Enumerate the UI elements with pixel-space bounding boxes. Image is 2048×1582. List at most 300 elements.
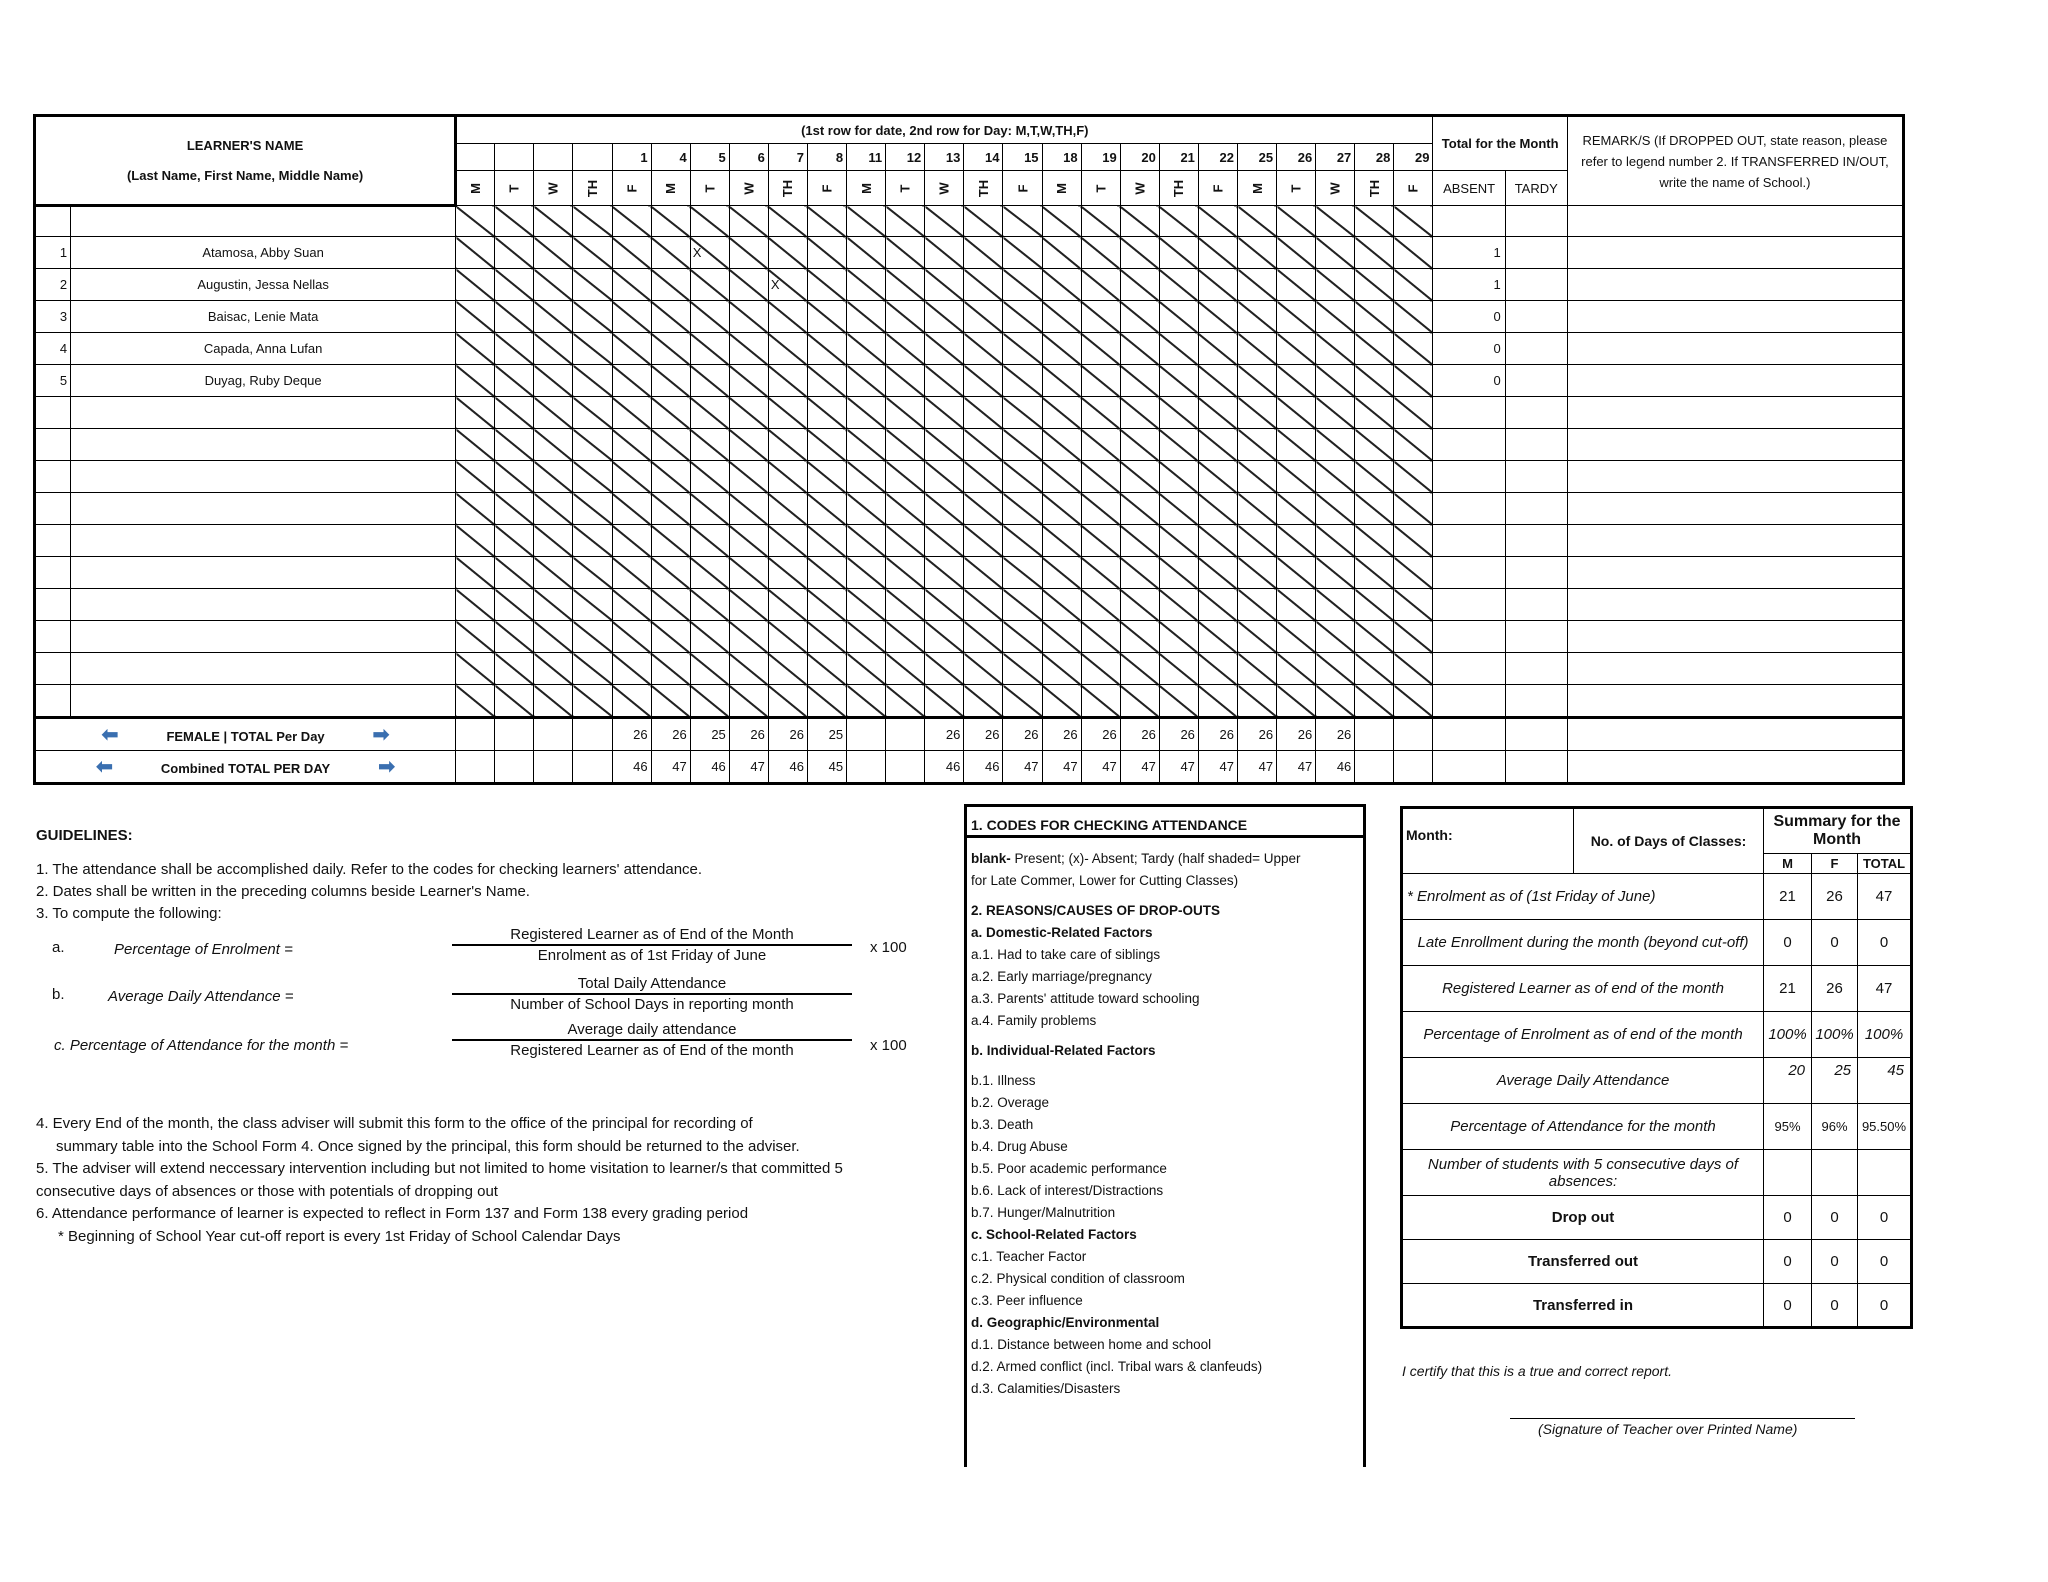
attendance-cell[interactable] [1120, 493, 1159, 525]
attendance-cell[interactable] [847, 269, 886, 301]
attendance-cell[interactable] [495, 589, 534, 621]
attendance-cell[interactable] [1277, 653, 1316, 685]
attendance-cell[interactable] [729, 206, 768, 237]
attendance-cell[interactable] [612, 493, 651, 525]
attendance-cell[interactable] [1198, 365, 1237, 397]
attendance-cell[interactable] [886, 461, 925, 493]
date-cell[interactable]: 29 [1394, 144, 1433, 171]
attendance-cell[interactable] [886, 429, 925, 461]
attendance-cell[interactable] [1003, 206, 1042, 237]
attendance-cell[interactable] [847, 206, 886, 237]
attendance-cell[interactable] [456, 653, 495, 685]
attendance-cell[interactable] [964, 557, 1003, 589]
attendance-cell[interactable] [1316, 557, 1355, 589]
date-cell[interactable]: 27 [1316, 144, 1355, 171]
attendance-cell[interactable] [1042, 206, 1081, 237]
attendance-cell[interactable] [1238, 206, 1277, 237]
attendance-cell[interactable] [456, 365, 495, 397]
attendance-cell[interactable] [1159, 621, 1198, 653]
attendance-cell[interactable] [1081, 653, 1120, 685]
attendance-cell[interactable] [612, 621, 651, 653]
attendance-cell[interactable] [612, 237, 651, 269]
attendance-cell[interactable] [1042, 557, 1081, 589]
learner-name[interactable]: Augustin, Jessa Nellas [71, 269, 456, 301]
attendance-cell[interactable] [456, 493, 495, 525]
date-cell[interactable]: 20 [1120, 144, 1159, 171]
date-cell[interactable]: 18 [1042, 144, 1081, 171]
attendance-cell[interactable] [456, 621, 495, 653]
attendance-cell[interactable] [1042, 429, 1081, 461]
attendance-cell[interactable] [1003, 237, 1042, 269]
remarks-cell[interactable] [1567, 397, 1903, 429]
attendance-cell[interactable] [847, 365, 886, 397]
attendance-cell[interactable] [1042, 269, 1081, 301]
attendance-cell[interactable] [1355, 206, 1394, 237]
attendance-cell[interactable] [1120, 525, 1159, 557]
attendance-cell[interactable] [1159, 269, 1198, 301]
attendance-cell[interactable] [1003, 653, 1042, 685]
attendance-cell[interactable] [456, 237, 495, 269]
attendance-cell[interactable] [651, 621, 690, 653]
date-cell[interactable]: 14 [964, 144, 1003, 171]
attendance-cell[interactable] [456, 461, 495, 493]
attendance-cell[interactable] [690, 206, 729, 237]
attendance-cell[interactable] [1081, 269, 1120, 301]
remarks-cell[interactable] [1567, 685, 1903, 718]
attendance-cell[interactable] [886, 301, 925, 333]
learner-name[interactable] [71, 461, 456, 493]
attendance-cell[interactable] [456, 557, 495, 589]
attendance-cell[interactable] [886, 333, 925, 365]
attendance-cell[interactable] [534, 206, 573, 237]
attendance-cell[interactable] [1277, 429, 1316, 461]
attendance-cell[interactable] [573, 301, 612, 333]
attendance-cell[interactable] [1042, 333, 1081, 365]
attendance-cell[interactable] [651, 461, 690, 493]
attendance-cell[interactable] [768, 557, 807, 589]
attendance-cell[interactable] [1159, 461, 1198, 493]
attendance-cell[interactable] [573, 206, 612, 237]
date-cell[interactable]: 1 [612, 144, 651, 171]
attendance-cell[interactable] [456, 397, 495, 429]
attendance-cell[interactable] [534, 365, 573, 397]
attendance-cell[interactable]: X [768, 269, 807, 301]
attendance-cell[interactable] [612, 429, 651, 461]
attendance-cell[interactable] [729, 333, 768, 365]
attendance-cell[interactable] [1003, 429, 1042, 461]
attendance-cell[interactable] [886, 589, 925, 621]
attendance-cell[interactable] [847, 653, 886, 685]
attendance-cell[interactable] [1355, 525, 1394, 557]
attendance-cell[interactable] [1003, 397, 1042, 429]
attendance-cell[interactable] [1120, 206, 1159, 237]
attendance-cell[interactable] [534, 621, 573, 653]
attendance-cell[interactable] [1355, 589, 1394, 621]
attendance-cell[interactable] [1316, 685, 1355, 718]
attendance-cell[interactable] [1316, 206, 1355, 237]
attendance-cell[interactable] [925, 493, 964, 525]
attendance-cell[interactable] [651, 301, 690, 333]
attendance-cell[interactable] [534, 301, 573, 333]
attendance-cell[interactable] [768, 461, 807, 493]
attendance-cell[interactable] [964, 461, 1003, 493]
attendance-cell[interactable] [1316, 397, 1355, 429]
attendance-cell[interactable] [1277, 621, 1316, 653]
attendance-cell[interactable] [1159, 333, 1198, 365]
attendance-cell[interactable] [1316, 621, 1355, 653]
attendance-cell[interactable] [807, 365, 846, 397]
attendance-cell[interactable] [456, 301, 495, 333]
attendance-cell[interactable] [729, 557, 768, 589]
attendance-cell[interactable] [612, 653, 651, 685]
attendance-cell[interactable] [1277, 365, 1316, 397]
attendance-cell[interactable]: X [690, 237, 729, 269]
attendance-cell[interactable] [807, 429, 846, 461]
attendance-cell[interactable] [534, 429, 573, 461]
attendance-cell[interactable] [573, 493, 612, 525]
attendance-cell[interactable] [729, 589, 768, 621]
attendance-cell[interactable] [886, 493, 925, 525]
attendance-cell[interactable] [651, 653, 690, 685]
attendance-cell[interactable] [925, 589, 964, 621]
attendance-cell[interactable] [1394, 461, 1433, 493]
learner-name[interactable] [71, 589, 456, 621]
attendance-cell[interactable] [1159, 525, 1198, 557]
attendance-cell[interactable] [729, 397, 768, 429]
attendance-cell[interactable] [729, 685, 768, 718]
attendance-cell[interactable] [612, 461, 651, 493]
attendance-cell[interactable] [1238, 525, 1277, 557]
attendance-cell[interactable] [729, 429, 768, 461]
attendance-cell[interactable] [690, 365, 729, 397]
attendance-cell[interactable] [573, 525, 612, 557]
attendance-cell[interactable] [690, 589, 729, 621]
attendance-cell[interactable] [1277, 206, 1316, 237]
attendance-cell[interactable] [1120, 301, 1159, 333]
attendance-cell[interactable] [1159, 429, 1198, 461]
learner-name[interactable] [71, 206, 456, 237]
date-cell[interactable]: 21 [1159, 144, 1198, 171]
attendance-cell[interactable] [1277, 333, 1316, 365]
attendance-cell[interactable] [1238, 429, 1277, 461]
attendance-cell[interactable] [964, 365, 1003, 397]
remarks-cell[interactable] [1567, 621, 1903, 653]
attendance-cell[interactable] [456, 429, 495, 461]
attendance-cell[interactable] [807, 237, 846, 269]
attendance-cell[interactable] [1238, 557, 1277, 589]
attendance-cell[interactable] [495, 301, 534, 333]
attendance-cell[interactable] [1003, 333, 1042, 365]
attendance-cell[interactable] [573, 685, 612, 718]
attendance-cell[interactable] [1120, 269, 1159, 301]
date-cell[interactable]: 28 [1355, 144, 1394, 171]
attendance-cell[interactable] [847, 429, 886, 461]
attendance-cell[interactable] [1159, 237, 1198, 269]
attendance-cell[interactable] [1081, 621, 1120, 653]
attendance-cell[interactable] [925, 621, 964, 653]
remarks-cell[interactable] [1567, 237, 1903, 269]
attendance-cell[interactable] [807, 525, 846, 557]
attendance-cell[interactable] [925, 269, 964, 301]
attendance-cell[interactable] [1394, 333, 1433, 365]
attendance-cell[interactable] [807, 269, 846, 301]
attendance-cell[interactable] [1355, 653, 1394, 685]
attendance-cell[interactable] [1081, 589, 1120, 621]
right-arrow-icon[interactable]: ➡ [372, 724, 390, 746]
attendance-cell[interactable] [768, 589, 807, 621]
attendance-cell[interactable] [1238, 621, 1277, 653]
attendance-cell[interactable] [1198, 333, 1237, 365]
attendance-cell[interactable] [925, 301, 964, 333]
attendance-cell[interactable] [1355, 269, 1394, 301]
attendance-cell[interactable] [1003, 557, 1042, 589]
attendance-cell[interactable] [1394, 557, 1433, 589]
learner-name[interactable]: Baisac, Lenie Mata [71, 301, 456, 333]
remarks-cell[interactable] [1567, 557, 1903, 589]
learner-name[interactable] [71, 685, 456, 718]
attendance-cell[interactable] [847, 397, 886, 429]
right-arrow-icon[interactable]: ➡ [378, 756, 395, 778]
attendance-cell[interactable] [1042, 525, 1081, 557]
attendance-cell[interactable] [612, 365, 651, 397]
attendance-cell[interactable] [1355, 365, 1394, 397]
attendance-cell[interactable] [534, 653, 573, 685]
attendance-cell[interactable] [1159, 557, 1198, 589]
attendance-cell[interactable] [807, 621, 846, 653]
attendance-cell[interactable] [1159, 493, 1198, 525]
attendance-cell[interactable] [1355, 333, 1394, 365]
attendance-cell[interactable] [768, 365, 807, 397]
attendance-cell[interactable] [456, 269, 495, 301]
remarks-cell[interactable] [1567, 333, 1903, 365]
attendance-cell[interactable] [925, 685, 964, 718]
attendance-cell[interactable] [1277, 493, 1316, 525]
attendance-cell[interactable] [886, 621, 925, 653]
attendance-cell[interactable] [1042, 461, 1081, 493]
attendance-cell[interactable] [1120, 685, 1159, 718]
attendance-cell[interactable] [456, 333, 495, 365]
attendance-cell[interactable] [847, 589, 886, 621]
attendance-cell[interactable] [1316, 653, 1355, 685]
attendance-cell[interactable] [495, 621, 534, 653]
attendance-cell[interactable] [573, 397, 612, 429]
attendance-cell[interactable] [495, 525, 534, 557]
attendance-cell[interactable] [1081, 333, 1120, 365]
attendance-cell[interactable] [886, 237, 925, 269]
attendance-cell[interactable] [964, 493, 1003, 525]
attendance-cell[interactable] [1081, 557, 1120, 589]
attendance-cell[interactable] [1394, 525, 1433, 557]
attendance-cell[interactable] [886, 365, 925, 397]
attendance-cell[interactable] [456, 589, 495, 621]
attendance-cell[interactable] [729, 461, 768, 493]
attendance-cell[interactable] [1081, 525, 1120, 557]
attendance-cell[interactable] [964, 525, 1003, 557]
attendance-cell[interactable] [964, 653, 1003, 685]
attendance-cell[interactable] [690, 301, 729, 333]
date-cell[interactable]: 11 [847, 144, 886, 171]
attendance-cell[interactable] [1277, 525, 1316, 557]
attendance-cell[interactable] [1277, 237, 1316, 269]
attendance-cell[interactable] [886, 269, 925, 301]
attendance-cell[interactable] [1081, 685, 1120, 718]
attendance-cell[interactable] [573, 365, 612, 397]
attendance-cell[interactable] [925, 461, 964, 493]
attendance-cell[interactable] [1316, 525, 1355, 557]
attendance-cell[interactable] [1277, 397, 1316, 429]
attendance-cell[interactable] [1042, 621, 1081, 653]
attendance-cell[interactable] [1238, 269, 1277, 301]
attendance-cell[interactable] [495, 557, 534, 589]
learner-name[interactable] [71, 493, 456, 525]
attendance-cell[interactable] [690, 525, 729, 557]
remarks-cell[interactable] [1567, 525, 1903, 557]
date-cell[interactable]: 19 [1081, 144, 1120, 171]
attendance-cell[interactable] [729, 365, 768, 397]
attendance-cell[interactable] [690, 269, 729, 301]
attendance-cell[interactable] [1198, 685, 1237, 718]
attendance-cell[interactable] [534, 589, 573, 621]
attendance-cell[interactable] [534, 685, 573, 718]
attendance-cell[interactable] [768, 397, 807, 429]
attendance-cell[interactable] [1042, 589, 1081, 621]
attendance-cell[interactable] [1120, 397, 1159, 429]
attendance-cell[interactable] [847, 237, 886, 269]
attendance-cell[interactable] [612, 269, 651, 301]
attendance-cell[interactable] [1042, 493, 1081, 525]
attendance-cell[interactable] [1003, 269, 1042, 301]
attendance-cell[interactable] [1394, 621, 1433, 653]
date-cell[interactable] [534, 144, 573, 171]
attendance-cell[interactable] [1198, 557, 1237, 589]
attendance-cell[interactable] [651, 429, 690, 461]
attendance-cell[interactable] [573, 333, 612, 365]
date-cell[interactable] [456, 144, 495, 171]
attendance-cell[interactable] [925, 365, 964, 397]
attendance-cell[interactable] [1198, 653, 1237, 685]
attendance-cell[interactable] [690, 397, 729, 429]
learner-name[interactable]: Atamosa, Abby Suan [71, 237, 456, 269]
attendance-cell[interactable] [612, 397, 651, 429]
attendance-cell[interactable] [651, 333, 690, 365]
attendance-cell[interactable] [1277, 557, 1316, 589]
attendance-cell[interactable] [847, 333, 886, 365]
attendance-cell[interactable] [1159, 685, 1198, 718]
attendance-cell[interactable] [925, 429, 964, 461]
attendance-cell[interactable] [1316, 365, 1355, 397]
attendance-cell[interactable] [1003, 365, 1042, 397]
attendance-cell[interactable] [1198, 461, 1237, 493]
attendance-cell[interactable] [1003, 525, 1042, 557]
attendance-cell[interactable] [651, 206, 690, 237]
left-arrow-icon[interactable]: ⬅ [101, 724, 119, 746]
attendance-cell[interactable] [1394, 397, 1433, 429]
attendance-cell[interactable] [847, 301, 886, 333]
learner-name[interactable] [71, 653, 456, 685]
attendance-cell[interactable] [807, 557, 846, 589]
attendance-cell[interactable] [768, 237, 807, 269]
attendance-cell[interactable] [1042, 653, 1081, 685]
attendance-cell[interactable] [964, 206, 1003, 237]
attendance-cell[interactable] [573, 237, 612, 269]
attendance-cell[interactable] [768, 653, 807, 685]
attendance-cell[interactable] [1238, 301, 1277, 333]
attendance-cell[interactable] [1003, 301, 1042, 333]
attendance-cell[interactable] [1120, 461, 1159, 493]
attendance-cell[interactable] [1277, 685, 1316, 718]
remarks-cell[interactable] [1567, 653, 1903, 685]
attendance-cell[interactable] [495, 397, 534, 429]
attendance-cell[interactable] [1355, 621, 1394, 653]
attendance-cell[interactable] [612, 589, 651, 621]
attendance-cell[interactable] [925, 333, 964, 365]
attendance-cell[interactable] [534, 461, 573, 493]
attendance-cell[interactable] [807, 653, 846, 685]
attendance-cell[interactable] [612, 301, 651, 333]
attendance-cell[interactable] [1394, 365, 1433, 397]
attendance-cell[interactable] [1159, 397, 1198, 429]
attendance-cell[interactable] [651, 365, 690, 397]
remarks-cell[interactable] [1567, 206, 1903, 237]
attendance-cell[interactable] [1316, 589, 1355, 621]
attendance-cell[interactable] [886, 685, 925, 718]
attendance-cell[interactable] [1316, 461, 1355, 493]
attendance-cell[interactable] [1394, 429, 1433, 461]
learner-name[interactable] [71, 557, 456, 589]
attendance-cell[interactable] [1003, 589, 1042, 621]
attendance-cell[interactable] [1394, 589, 1433, 621]
attendance-cell[interactable] [964, 333, 1003, 365]
attendance-cell[interactable] [1238, 589, 1277, 621]
attendance-cell[interactable] [1316, 269, 1355, 301]
attendance-cell[interactable] [690, 493, 729, 525]
attendance-cell[interactable] [1198, 525, 1237, 557]
attendance-cell[interactable] [1198, 301, 1237, 333]
learner-name[interactable]: Duyag, Ruby Deque [71, 365, 456, 397]
attendance-cell[interactable] [729, 493, 768, 525]
attendance-cell[interactable] [573, 589, 612, 621]
attendance-cell[interactable] [1081, 461, 1120, 493]
attendance-cell[interactable] [1120, 333, 1159, 365]
attendance-cell[interactable] [768, 525, 807, 557]
attendance-cell[interactable] [729, 237, 768, 269]
attendance-cell[interactable] [456, 206, 495, 237]
attendance-cell[interactable] [1003, 493, 1042, 525]
remarks-cell[interactable] [1567, 301, 1903, 333]
date-cell[interactable]: 7 [768, 144, 807, 171]
attendance-cell[interactable] [807, 397, 846, 429]
learner-name[interactable] [71, 397, 456, 429]
attendance-cell[interactable] [651, 397, 690, 429]
learner-name[interactable]: Capada, Anna Lufan [71, 333, 456, 365]
attendance-cell[interactable] [964, 685, 1003, 718]
attendance-cell[interactable] [651, 493, 690, 525]
attendance-cell[interactable] [1081, 429, 1120, 461]
attendance-cell[interactable] [651, 557, 690, 589]
attendance-cell[interactable] [1042, 397, 1081, 429]
attendance-cell[interactable] [1238, 685, 1277, 718]
attendance-cell[interactable] [1042, 301, 1081, 333]
attendance-cell[interactable] [1120, 589, 1159, 621]
attendance-cell[interactable] [612, 333, 651, 365]
attendance-cell[interactable] [534, 333, 573, 365]
attendance-cell[interactable] [886, 525, 925, 557]
attendance-cell[interactable] [964, 621, 1003, 653]
attendance-cell[interactable] [1355, 397, 1394, 429]
attendance-cell[interactable] [768, 301, 807, 333]
attendance-cell[interactable] [651, 589, 690, 621]
attendance-cell[interactable] [1120, 557, 1159, 589]
